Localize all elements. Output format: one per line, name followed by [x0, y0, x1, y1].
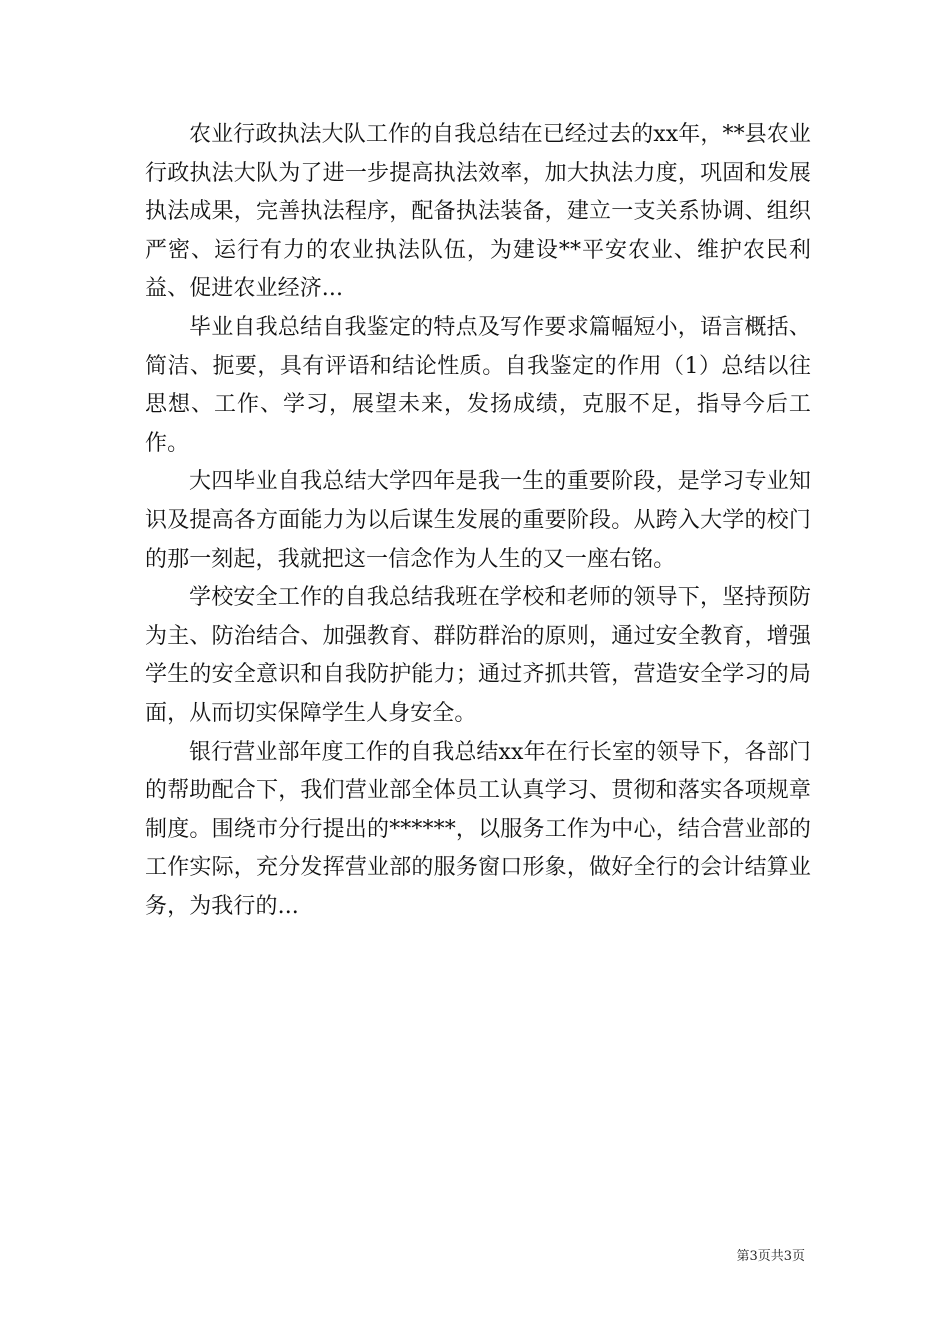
paragraph-senior-year-summary: 大四毕业自我总结大学四年是我一生的重要阶段，是学习专业知识及提高各方面能力为以后谋生发展的重要阶段。从跨入大学的校门的那一刻起，我就把这一信念作为人生的又一座右铭。	[145, 469, 811, 572]
paragraph-agricultural-enforcement-summary: 农业行政执法大队工作的自我总结在已经过去的xx年，**县农业行政执法大队为了进一步提高执法效率，加大执法力度，巩固和发展执法成果，完善执法程序，配备执法装备，建立一支关系协调、组织严密、运行有力的农业执法队伍，为建设**平安农业、维护农民利益、促进农业经济...	[145, 122, 811, 302]
paragraph-graduation-self-assessment: 毕业自我总结自我鉴定的特点及写作要求篇幅短小，语言概括、简洁、扼要，具有评语和结论性质。自我鉴定的作用（1）总结以往思想、工作、学习，展望未来，发扬成绩，克服不足，指导今后工作。	[145, 314, 811, 456]
page-number-footer: 第3页共3页	[736, 1249, 805, 1264]
paragraph-school-safety-summary: 学校安全工作的自我总结我班在学校和老师的领导下，坚持预防为主、防治结合、加强教育、群防群治的原则，通过安全教育，增强学生的安全意识和自我防护能力；通过齐抓共管，营造安全学习的局面，从而切实保障学生人身安全。	[145, 585, 811, 726]
document-body	[145, 116, 811, 926]
paragraph-bank-business-summary: 银行营业部年度工作的自我总结xx年在行长室的领导下，各部门的帮助配合下，我们营业部全体员工认真学习、贯彻和落实各项规章制度。围绕市分行提出的******，以服务工作为中心，结合营业部的工作实际，充分发挥营业部的服务窗口形象，做好全行的会计结算业务，为我行的...	[145, 739, 811, 919]
